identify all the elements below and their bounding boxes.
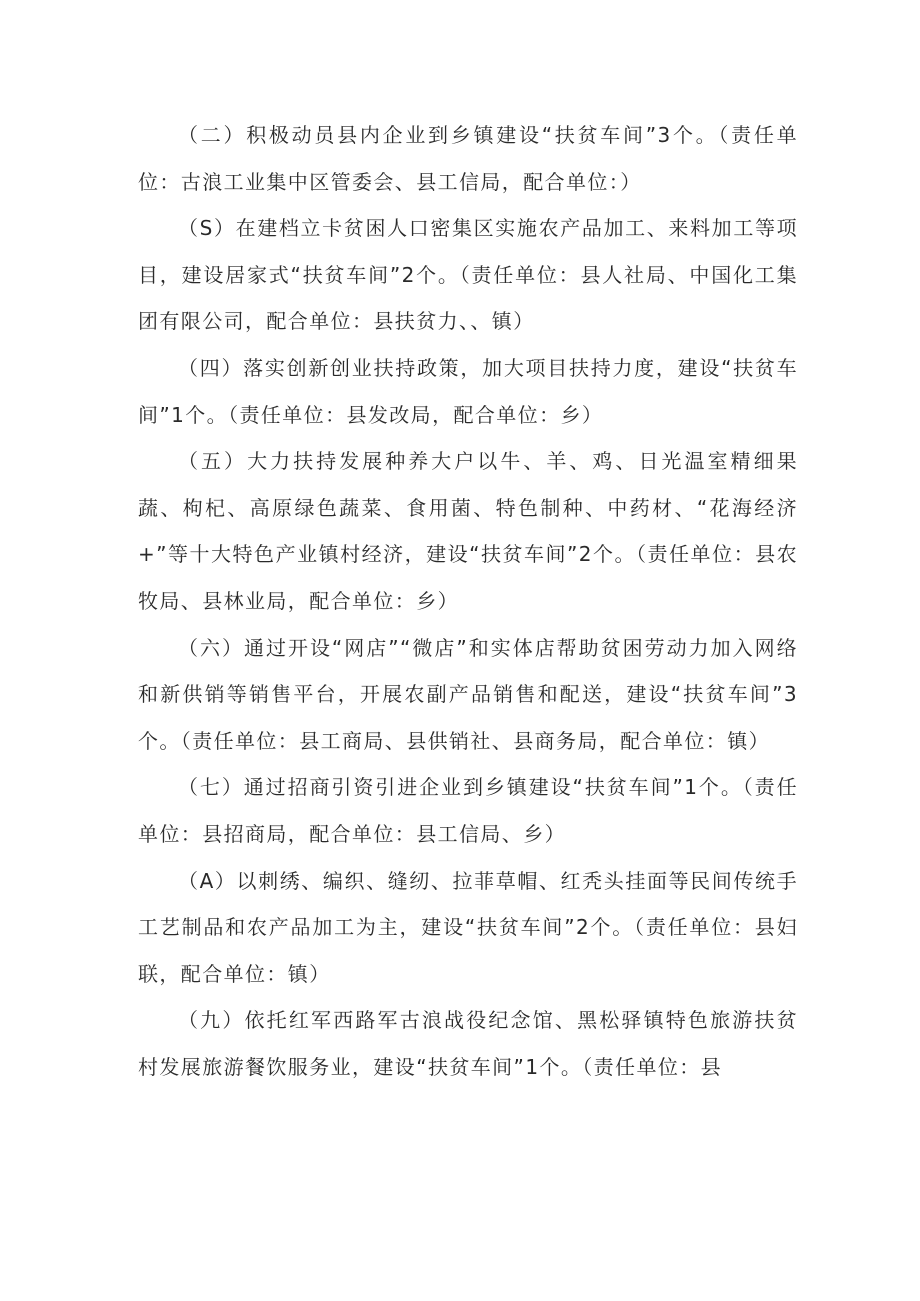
document-body <box>138 112 798 1090</box>
paragraph-5: （五）大力扶持发展种养大户以牛、羊、鸡、日光温室精细果蔬、枸杞、高原绿色蔬菜、食用菌、特色制种、中药材、“花海经济+”等十大特色产业镇村经济，建设“扶贫车间”2个。（责任单位：县农牧局、县林业局，配合单位：乡） <box>138 449 798 613</box>
paragraph-6: （六）通过开设“网店”“微店”和实体店帮助贫困劳动力加入网络和新供销等销售平台，开展农副产品销售和配送，建设“扶贫车间”3个。（责任单位：县工商局、县供销社、县商务局，配合单位：镇） <box>138 635 798 753</box>
paragraph-4: （四）落实创新创业扶持政策，加大项目扶持力度，建设“扶贫车间”1个。（责任单位：县发改局，配合单位：乡） <box>138 355 798 427</box>
paragraph-9: （九）依托红军西路军古浪战役纪念馆、黑松驿镇特色旅游扶贫村发展旅游餐饮服务业，建设“扶贫车间”1个。（责任单位：县 <box>138 1008 798 1079</box>
paragraph-8: （A）以刺绣、编织、缝纫、拉菲草帽、红秃头挂面等民间传统手工艺制品和农产品加工为主，建设“扶贫车间”2个。（责任单位：县妇联，配合单位：镇） <box>138 868 798 986</box>
paragraph-7: （七）通过招商引资引进企业到乡镇建设“扶贫车间”1个。（责任单位：县招商局，配合单位：县工信局、乡） <box>138 775 798 846</box>
paragraph-2: （二）积极动员县内企业到乡镇建设“扶贫车间”3个。（责任单位：古浪工业集中区管委会、县工信局，配合单位：） <box>138 123 798 194</box>
paragraph-3: （S）在建档立卡贫困人口密集区实施农产品加工、来料加工等项目，建设居家式“扶贫车间”2个。（责任单位：县人社局、中国化工集团有限公司，配合单位：县扶贫力、、镇） <box>138 216 798 334</box>
